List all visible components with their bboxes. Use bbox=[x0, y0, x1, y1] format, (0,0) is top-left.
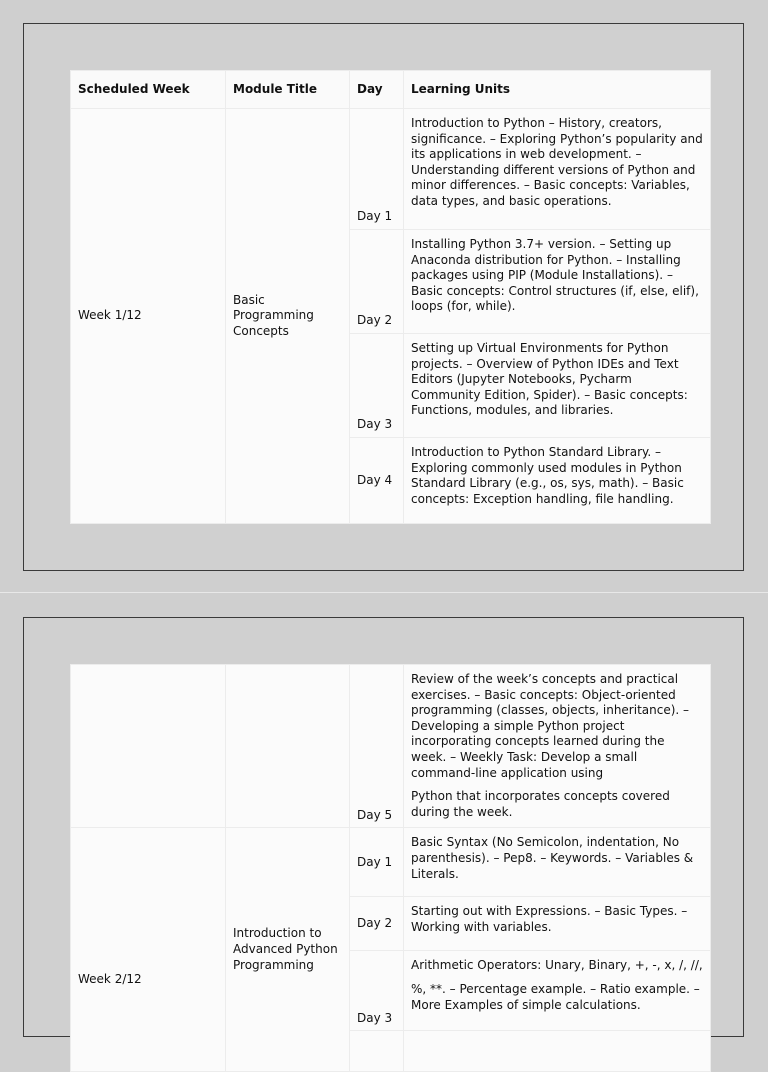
learning-units-text: Review of the week’s concepts and practical exercises. – Basic concepts: Object-oriented programming (classes, objects, inheritance). – Developing a simple Python project incorporating concepts learned during the week. – Weekly Task: Develop a small command-line application using bbox=[411, 672, 690, 780]
day-cell: Day 5 bbox=[350, 665, 404, 828]
learning-units-text: Installing Python 3.7+ version. – Setting up Anaconda distribution for Python. – Installing packages using PIP (Module Installations). – Basic concepts: Control structures (if, else, elif), loops (for, while). bbox=[411, 237, 699, 314]
learning-units-cell bbox=[404, 438, 711, 524]
learning-units-cell bbox=[404, 334, 711, 438]
week-cell: Week 1/12 bbox=[71, 109, 226, 524]
day-cell: Day 2 bbox=[350, 897, 404, 951]
learning-units-text: Setting up Virtual Environments for Python projects. – Overview of Python IDEs and Text Editors (Jupyter Notebooks, Pycharm Community Edition, Spider). – Basic concepts: Functions, modules, and libraries. bbox=[411, 341, 688, 418]
module-cell: Introduction to Advanced Python Programming bbox=[226, 828, 350, 1072]
week-cell: Week 2/12 bbox=[71, 828, 226, 1072]
table-row bbox=[71, 109, 711, 230]
learning-units-text: Introduction to Python – History, creators, significance. – Exploring Python’s popularity and its applications in web development. – Understanding different versions of Python and minor differences. – Basic concepts: Variables, data types, and basic operations. bbox=[411, 116, 703, 208]
learning-units-cell bbox=[404, 665, 711, 828]
day-cell: Day 4 bbox=[350, 438, 404, 524]
day-cell-empty bbox=[350, 1031, 404, 1072]
module-cell-empty bbox=[226, 665, 350, 828]
table-row bbox=[71, 665, 711, 828]
day-cell: Day 2 bbox=[350, 230, 404, 334]
day-cell: Day 1 bbox=[350, 109, 404, 230]
document-page-2 bbox=[23, 617, 744, 1037]
learning-units-text: %, **. – Percentage example. – Ratio example. – More Examples of simple calculations. bbox=[411, 981, 700, 1012]
learning-units-text: Python that incorporates concepts covered during the week. bbox=[411, 789, 670, 819]
header-scheduled-week: Scheduled Week bbox=[71, 71, 226, 109]
learning-units-cell bbox=[404, 109, 711, 230]
module-cell: Basic Programming Concepts bbox=[226, 109, 350, 524]
table-header-row bbox=[71, 71, 711, 109]
day-cell: Day 3 bbox=[350, 951, 404, 1031]
day-cell: Day 3 bbox=[350, 334, 404, 438]
learning-units-cell bbox=[404, 828, 711, 897]
learning-units-text: Introduction to Python Standard Library. – Exploring commonly used modules in Python Standard Library (e.g., os, sys, math). – Basic concepts: Exception handling, file handling. bbox=[411, 445, 684, 506]
learning-units-text: Arithmetic Operators: Unary, Binary, +, -, x, /, //, bbox=[411, 958, 703, 973]
learning-units-cell bbox=[404, 897, 711, 951]
page-separator bbox=[0, 592, 768, 593]
learning-units-cell bbox=[404, 951, 711, 1031]
header-learning-units: Learning Units bbox=[404, 71, 711, 109]
curriculum-table bbox=[70, 70, 711, 524]
document-page-1 bbox=[23, 23, 744, 571]
learning-units-cell-empty bbox=[404, 1031, 711, 1072]
learning-units-text: Basic Syntax (No Semicolon, indentation, No parenthesis). – Pep8. – Keywords. – Variables & Literals. bbox=[411, 835, 694, 881]
table-row bbox=[71, 828, 711, 897]
curriculum-table-continued bbox=[70, 664, 711, 1072]
day-cell: Day 1 bbox=[350, 828, 404, 897]
header-module-title: Module Title bbox=[226, 71, 350, 109]
learning-units-cell bbox=[404, 230, 711, 334]
learning-units-text: Starting out with Expressions. – Basic Types. – Working with variables. bbox=[411, 904, 688, 934]
week-cell-empty bbox=[71, 665, 226, 828]
header-day: Day bbox=[350, 71, 404, 109]
